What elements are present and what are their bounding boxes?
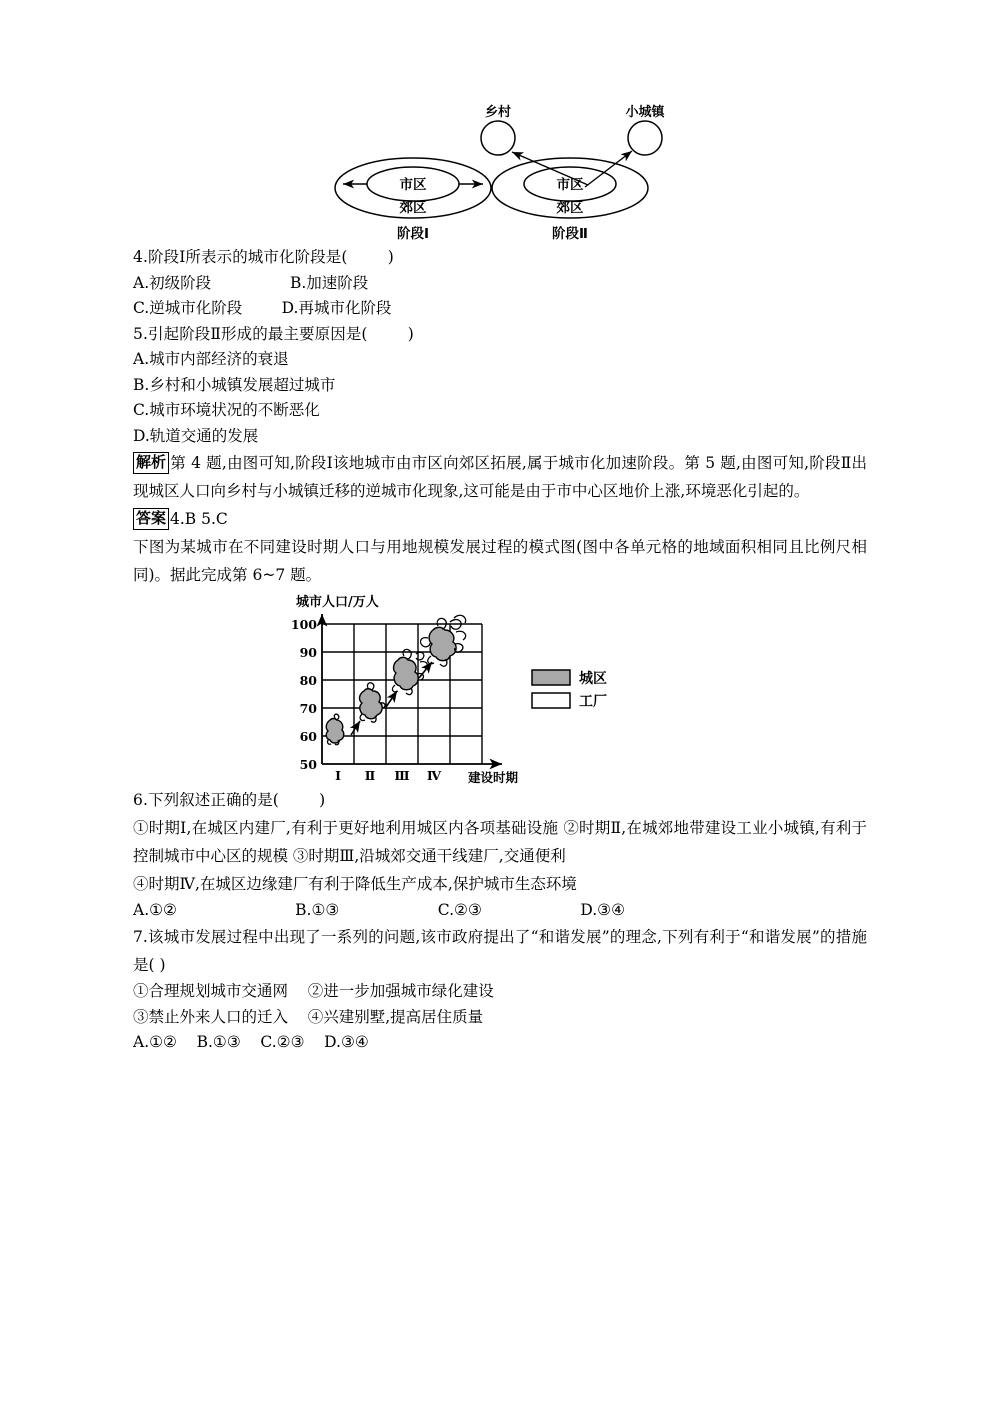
growth-arrow-1: [351, 721, 360, 735]
ytick-90: 90: [299, 645, 317, 660]
stage2-inner-label: 市区: [556, 177, 584, 193]
question-5-option-b: B.乡村和小城镇发展超过城市: [133, 375, 336, 394]
stage1-caption: 阶段Ⅰ: [396, 226, 430, 242]
analysis-text: 第 4 题,由图可知,阶段Ⅰ该地城市由市区向郊区拓展,属于城市化加速阶段。第 5 题,由图可知,阶段Ⅱ出现城区人口向乡村与小城镇迁移的逆城市化现象,这可能是由于市中心区地价上涨,环境恶化引起的。: [133, 454, 867, 500]
growth-arrow-2: [386, 691, 397, 707]
chart-y-axis-title: 城市人口/万人: [296, 595, 379, 610]
blob-period-3: [392, 649, 427, 694]
analysis-tag: 解析: [133, 452, 169, 474]
question-4-options-row-2: C.逆城市化阶段 D.再城市化阶段: [133, 299, 392, 317]
question-4-stem: 4.阶段Ⅰ所表示的城市化阶段是( ): [133, 248, 394, 266]
city-population-chart: [133, 592, 867, 788]
ytick-100: 100: [290, 617, 317, 632]
stage2-outer-label: 郊区: [556, 200, 584, 216]
stage-2-diagram: [481, 104, 665, 242]
page-content: [133, 90, 867, 1056]
ytick-70: 70: [299, 701, 317, 716]
question-5-option-a: A.城市内部经济的衰退: [133, 350, 289, 368]
small-town-label: 小城镇: [625, 105, 665, 120]
xtick-3: Ⅲ: [394, 768, 410, 783]
blob-period-1: [326, 714, 343, 745]
village-node: [481, 121, 515, 155]
chart-grid: [322, 624, 482, 764]
stage1-inner-label: 市区: [399, 177, 427, 193]
blob-period-2: [360, 683, 386, 722]
analysis-block: [133, 449, 867, 505]
question-6-statements-1: ①时期Ⅰ,在城区内建厂,有利于更好地利用城区内各项基础设施 ②时期Ⅱ,在城郊地带建设工业小城镇,有利于控制城市中心区的规模 ③时期Ⅲ,沿城郊交通干线建厂,交通便利: [133, 818, 867, 865]
village-label: 乡村: [484, 105, 512, 120]
answer-block: [133, 505, 867, 533]
question-6-stem: 6.下列叙述正确的是( ): [133, 791, 326, 809]
chart-x-tick-labels: [335, 768, 442, 783]
stage1-outer-label: 郊区: [399, 200, 427, 216]
chart-y-tick-labels: [291, 617, 317, 772]
question-5-option-d: D.轨道交通的发展: [133, 426, 259, 445]
ytick-50: 50: [299, 757, 317, 772]
legend-swatch-urban: [532, 670, 570, 685]
question-7-choices: A.①② B.①③ C.②③ D.③④: [133, 1033, 369, 1051]
legend-label-factory: 工厂: [579, 694, 607, 710]
passage-intro: 下图为某城市在不同建设时期人口与用地规模发展过程的模式图(图中各单元格的地域面积相同且比例尺相同)。据此完成第 6~7 题。: [133, 538, 867, 584]
answer-text: 4.B 5.C: [170, 510, 228, 528]
question-5-option-c: C.城市环境状况的不断恶化: [133, 401, 320, 419]
ytick-80: 80: [299, 673, 317, 688]
question-7-stem: 7.该城市发展过程中出现了一系列的问题,该市政府提出了“和谐发展”的理念,下列有利于“和谐发展”的措施是( ): [133, 928, 867, 974]
question-6-choices: A.①② B.①③ C.②③ D.③④: [133, 900, 625, 919]
xtick-1: Ⅰ: [335, 768, 341, 783]
chart-legend: [532, 670, 607, 710]
xtick-2: Ⅱ: [364, 768, 376, 783]
question-5-stem: 5.引起阶段Ⅱ形成的最主要原因是( ): [133, 324, 414, 343]
small-town-node: [628, 121, 662, 155]
question-4-options-row-1: A.初级阶段 B.加速阶段: [133, 273, 369, 292]
stage-1-diagram: [335, 158, 491, 242]
arrow-to-village: [512, 152, 588, 185]
urbanization-stages-figure: [133, 90, 867, 245]
question-6-statements-2: ④时期Ⅳ,在城区边缘建厂有利于降低生产成本,保护城市生态环境: [133, 874, 577, 893]
question-7-statements-1: ①合理规划城市交通网 ②进一步加强城市绿化建设: [133, 982, 494, 1000]
growth-arrow-3: [419, 662, 432, 678]
answer-tag: 答案: [133, 508, 169, 530]
legend-swatch-factory: [532, 693, 570, 708]
ytick-60: 60: [299, 729, 317, 744]
chart-x-axis-title: 建设时期: [468, 770, 519, 785]
xtick-4: Ⅳ: [426, 768, 442, 783]
stage2-caption: 阶段Ⅱ: [552, 226, 588, 242]
blob-period-4: [421, 615, 466, 666]
legend-label-urban: 城区: [579, 671, 607, 687]
question-7-statements-2: ③禁止外来人口的迁入 ④兴建别墅,提高居住质量: [133, 1007, 484, 1026]
